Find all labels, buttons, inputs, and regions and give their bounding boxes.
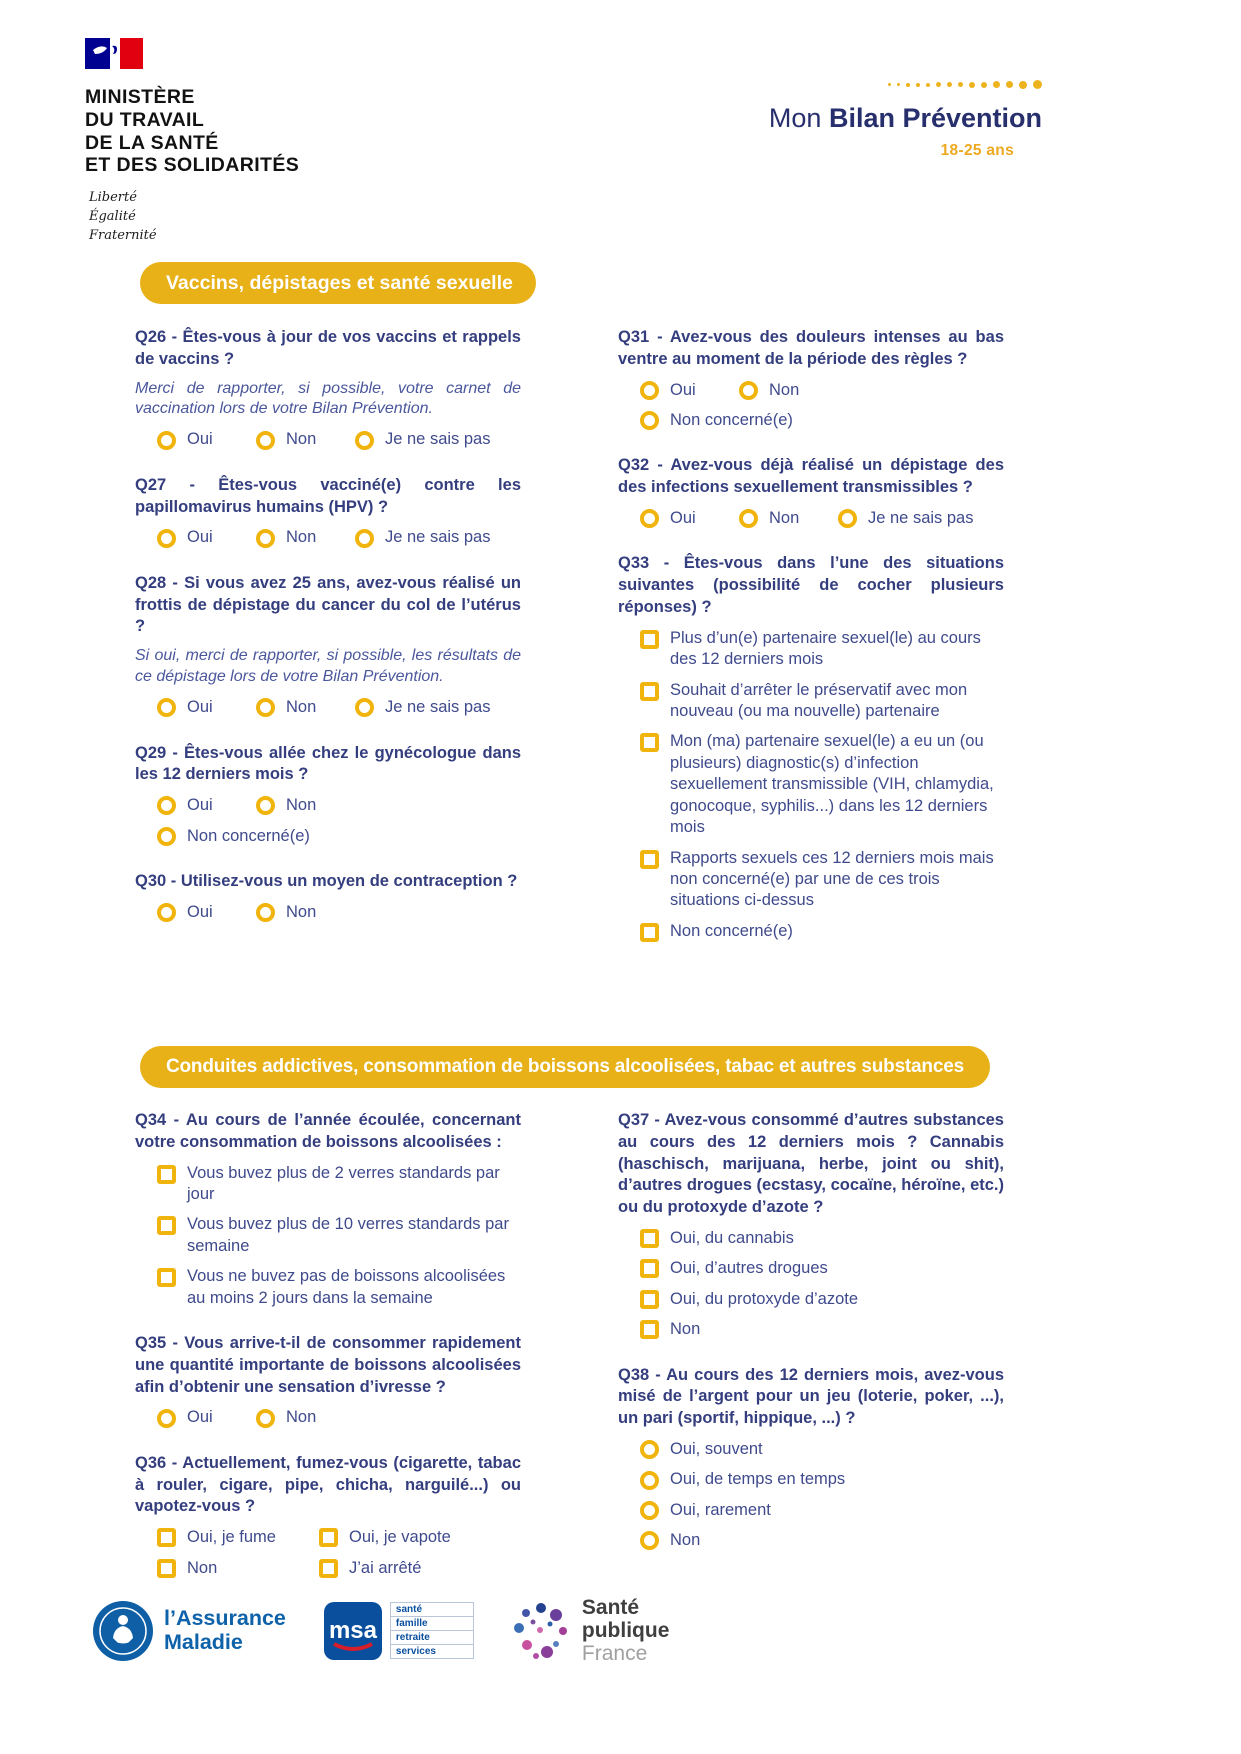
radio-icon[interactable] (739, 381, 758, 400)
checkbox-option-non[interactable] (640, 1319, 1004, 1340)
column-right (618, 1110, 1004, 1603)
radio-option-oui[interactable] (157, 1407, 256, 1428)
checkbox-option-autresdrogues[interactable] (640, 1258, 1004, 1279)
checkbox-option-jefume[interactable] (157, 1527, 319, 1548)
option-label: Oui (187, 430, 213, 449)
radio-option-jenesaispas[interactable] (355, 429, 490, 450)
radio-option-jenesaispas[interactable] (355, 527, 490, 548)
question-label: Q33 - Êtes-vous dans l’une des situations suivantes (possibilité de cocher plusieurs réponses) ? (618, 554, 1004, 616)
question-label: Q29 - Êtes-vous allée chez le gynécologue dans les 12 derniers mois ? (135, 743, 521, 784)
option-label: Oui, je vapote (349, 1528, 451, 1547)
radio-icon[interactable] (640, 1501, 659, 1520)
radio-icon[interactable] (256, 529, 275, 548)
checkbox-icon[interactable] (319, 1528, 338, 1547)
option-label: Plus d’un(e) partenaire sexuel(le) au cours des 12 derniers mois (670, 628, 981, 669)
radio-icon[interactable] (157, 903, 176, 922)
assurance-maladie-icon (92, 1600, 154, 1662)
checkbox-icon[interactable] (640, 630, 659, 649)
radio-option-non[interactable] (256, 902, 316, 923)
option-label: Oui (187, 698, 213, 717)
radio-icon[interactable] (838, 509, 857, 528)
partner-logos-footer (92, 1596, 669, 1665)
radio-option-nonconcerne[interactable] (640, 410, 1004, 431)
assurance-maladie-label: l’Assurance Maladie (164, 1606, 286, 1654)
checkbox-icon[interactable] (640, 733, 659, 752)
checkbox-option[interactable] (640, 731, 1004, 838)
answer-options (135, 1527, 521, 1579)
checkbox-option-cannabis[interactable] (640, 1228, 1004, 1249)
sante-publique-france-label: Santé publique France (581, 1596, 670, 1666)
option-label: Je ne sais pas (385, 528, 491, 547)
question-q28 (135, 573, 521, 719)
radio-icon[interactable] (157, 431, 176, 450)
answer-options (618, 508, 1004, 529)
option-label: Non concerné(e) (670, 410, 793, 429)
radio-icon[interactable] (157, 827, 176, 846)
checkbox-icon[interactable] (640, 1259, 659, 1278)
answer-options (135, 1163, 521, 1310)
column-left (135, 1110, 521, 1603)
option-label: Oui (670, 380, 696, 399)
option-label: Vous ne buvez pas de boissons alcoolisées au moins 2 jours dans la semaine (187, 1267, 506, 1307)
answer-options (618, 380, 1004, 432)
dot-cluster-icon (512, 1600, 570, 1662)
section-header-conduites: Conduites addictives, consommation de boissons alcoolisées, tabac et autres substances (140, 1046, 990, 1088)
radio-option-souvent[interactable] (640, 1439, 1004, 1460)
page-header (85, 38, 1156, 246)
radio-option-jenesaispas[interactable] (838, 508, 973, 529)
radio-icon[interactable] (640, 1440, 659, 1459)
checkbox-option-protoxyde[interactable] (640, 1289, 1004, 1310)
option-label: Oui, de temps en temps (670, 1470, 846, 1489)
radio-option-oui[interactable] (157, 902, 256, 923)
option-label: Non (670, 1320, 701, 1339)
option-label: Non (769, 380, 800, 399)
program-brand (742, 80, 1042, 160)
option-label: Souhait d’arrêter le préservatif avec mon nouveau (ou ma nouvelle) partenaire (670, 680, 968, 720)
option-label: Mon (ma) partenaire sexuel(le) a eu un (ou plusieurs) diagnostic(s) d’infection sexuellement transmissible (VIH, chlamydia, gonocoque, syphilis...) dans les 12 derniers mois (670, 732, 994, 837)
option-label: Non (187, 1558, 218, 1577)
question-label: Q38 - Au cours des 12 derniers mois, avez-vous misé de l’argent pour un jeu (loterie, poker, ...), un pari (sportif, hippique, ...) ? (618, 1365, 1004, 1428)
option-label: Oui, d’autres drogues (670, 1259, 828, 1278)
radio-option-non[interactable] (256, 795, 316, 816)
radio-icon[interactable] (640, 1531, 659, 1550)
checkbox-icon[interactable] (157, 1528, 176, 1547)
question-label: Q37 - Avez-vous consommé d’autres substances au cours des 12 derniers mois ? Cannabis (haschisch, marijuana, herbe, joint ou shit), d’autres drogues (ecstasy, cocaïne, héroïne, etc.) ou du protoxyde d’azote ? (618, 1111, 1004, 1217)
option-label: Oui (187, 528, 213, 547)
radio-icon[interactable] (157, 698, 176, 717)
question-q36 (135, 1453, 521, 1579)
checkbox-icon[interactable] (640, 850, 659, 869)
radio-icon[interactable] (256, 431, 275, 450)
question-q27 (135, 475, 521, 549)
republic-motto: Liberté Égalité Fraternité (89, 190, 157, 243)
answer-options (135, 697, 521, 718)
question-q31 (618, 327, 1004, 431)
radio-icon[interactable] (640, 1471, 659, 1490)
msa-icon (324, 1602, 382, 1660)
option-label: Non concerné(e) (670, 921, 793, 940)
question-note: Merci de rapporter, si possible, votre carnet de vaccination lors de votre Bilan Prévention. (135, 379, 521, 417)
radio-icon[interactable] (157, 796, 176, 815)
question-label: Q36 - Actuellement, fumez-vous (cigarette, tabac à rouler, cigare, pipe, chicha, narguilé...) ou vapotez-vous ? (135, 1453, 521, 1516)
radio-icon[interactable] (157, 1409, 176, 1428)
option-label: Non (670, 1531, 701, 1550)
question-label: Q35 - Vous arrive-t-il de consommer rapidement une quantité importante de boissons alcoolisées afin d’obtenir une sensation d’ivresse ? (135, 1334, 521, 1396)
option-label: Oui, souvent (670, 1439, 763, 1458)
answer-options (135, 429, 521, 450)
radio-icon[interactable] (640, 509, 659, 528)
radio-icon[interactable] (355, 698, 374, 717)
option-label: Oui, du protoxyde d’azote (670, 1289, 859, 1308)
checkbox-option-non[interactable] (157, 1558, 319, 1579)
ministry-name: MINISTÈRE DU TRAVAIL DE LA SANTÉ ET DES SOLIDARITÉS (85, 86, 300, 177)
checkbox-icon[interactable] (640, 1290, 659, 1309)
answer-options (135, 527, 521, 548)
question-q33 (618, 553, 1004, 942)
option-label: Vous buvez plus de 2 verres standards par jour (187, 1163, 500, 1203)
checkbox-icon[interactable] (640, 1320, 659, 1339)
checkbox-option[interactable] (640, 848, 1004, 912)
question-q26 (135, 327, 521, 451)
answer-options (135, 902, 521, 923)
question-q29 (135, 743, 521, 847)
option-label: Rapports sexuels ces 12 derniers mois mais non concerné(e) par une de ces trois situations ci-dessus (670, 848, 994, 910)
dotted-line-decoration (742, 80, 1042, 89)
question-label: Q34 - Au cours de l’année écoulée, concernant votre consommation de boissons alcoolisées : (135, 1111, 521, 1151)
checkbox-option[interactable] (157, 1266, 521, 1309)
radio-option-non[interactable] (739, 380, 799, 401)
option-label: Non (286, 1408, 317, 1427)
radio-option-detempsentemps[interactable] (640, 1469, 1004, 1490)
radio-option-oui[interactable] (157, 697, 256, 718)
answer-options (618, 628, 1004, 943)
checkbox-option-jaiarrete[interactable] (319, 1558, 521, 1579)
option-label: Oui, rarement (670, 1500, 771, 1519)
radio-option-oui[interactable] (157, 429, 256, 450)
msa-services-labels: santé famille retraite services (390, 1602, 474, 1659)
french-flag-icon (85, 38, 143, 69)
radio-option-non[interactable] (739, 508, 838, 529)
option-label: J’ai arrêté (349, 1558, 422, 1577)
checkbox-icon[interactable] (640, 682, 659, 701)
question-label: Q28 - Si vous avez 25 ans, avez-vous réalisé un frottis de dépistage du cancer du col de l’utérus ? (135, 573, 521, 636)
option-label: Oui (670, 508, 696, 527)
radio-option-non[interactable] (640, 1530, 1004, 1551)
option-label: Non (769, 508, 800, 527)
question-q37 (618, 1110, 1004, 1341)
option-label: Non (286, 796, 317, 815)
radio-icon[interactable] (739, 509, 758, 528)
radio-icon[interactable] (640, 411, 659, 430)
option-label: Non (286, 430, 317, 449)
option-label: Je ne sais pas (385, 430, 491, 449)
section-conduites-content (135, 1110, 1004, 1603)
checkbox-icon[interactable] (157, 1165, 176, 1184)
question-q38 (618, 1365, 1004, 1552)
radio-option-oui[interactable] (640, 380, 739, 401)
question-q30 (135, 871, 521, 923)
checkbox-option[interactable] (157, 1214, 521, 1257)
radio-option-jenesaispas[interactable] (355, 697, 490, 718)
column-right (618, 327, 1004, 966)
checkbox-icon[interactable] (640, 1229, 659, 1248)
option-label: Vous buvez plus de 10 verres standards par semaine (187, 1215, 509, 1255)
sante-publique-france-logo (512, 1596, 670, 1665)
checkbox-option[interactable] (640, 680, 1004, 723)
radio-icon[interactable] (256, 1409, 275, 1428)
question-label: Q27 - Êtes-vous vacciné(e) contre les papillomavirus humains (HPV) ? (135, 475, 521, 516)
checkbox-icon[interactable] (319, 1559, 338, 1578)
answer-options (618, 1439, 1004, 1552)
section-header-vaccins: Vaccins, dépistages et santé sexuelle (140, 262, 536, 304)
radio-option-non[interactable] (256, 697, 355, 718)
checkbox-icon[interactable] (157, 1216, 176, 1235)
radio-option-non[interactable] (256, 527, 355, 548)
radio-icon[interactable] (355, 529, 374, 548)
option-label: Non (286, 528, 317, 547)
answer-options (135, 1407, 521, 1428)
svg-text:msa: msa (328, 1616, 377, 1644)
question-note: Si oui, merci de rapporter, si possible, les résultats de ce dépistage lors de votre Bilan Prévention. (135, 647, 521, 685)
option-label: Oui, du cannabis (670, 1228, 794, 1247)
radio-option-oui[interactable] (157, 527, 256, 548)
question-label: Q26 - Êtes-vous à jour de vos vaccins et rappels de vaccins ? (135, 328, 521, 368)
assurance-maladie-logo (92, 1600, 286, 1662)
radio-option-oui[interactable] (157, 795, 256, 816)
question-q34 (135, 1110, 521, 1309)
option-label: Oui, je fume (187, 1528, 276, 1547)
checkbox-option[interactable] (640, 921, 1004, 942)
checkbox-icon[interactable] (640, 923, 659, 942)
radio-icon[interactable] (355, 431, 374, 450)
question-label: Q32 - Avez-vous déjà réalisé un dépistage des des infections sexuellement transmissibles ? (618, 456, 1004, 497)
radio-option-non[interactable] (256, 1407, 316, 1428)
option-label: Non (286, 698, 317, 717)
option-label: Non concerné(e) (187, 826, 310, 845)
checkbox-icon[interactable] (157, 1559, 176, 1578)
checkbox-icon[interactable] (157, 1268, 176, 1287)
option-label: Oui (187, 796, 213, 815)
checkbox-option[interactable] (157, 1163, 521, 1206)
radio-option-rarement[interactable] (640, 1500, 1004, 1521)
radio-icon[interactable] (640, 381, 659, 400)
option-label: Oui (187, 1408, 213, 1427)
radio-icon[interactable] (256, 903, 275, 922)
radio-option-non[interactable] (256, 429, 355, 450)
option-label: Je ne sais pas (385, 698, 491, 717)
radio-icon[interactable] (256, 698, 275, 717)
checkbox-option-jevapote[interactable] (319, 1527, 521, 1548)
question-q35 (135, 1333, 521, 1429)
option-label: Non (286, 902, 317, 921)
answer-options (135, 795, 521, 847)
option-label: Oui (187, 902, 213, 921)
question-q32 (618, 455, 1004, 529)
column-left (135, 327, 521, 966)
radio-icon[interactable] (256, 796, 275, 815)
age-range-badge: 18-25 ans (940, 142, 1014, 159)
section-vaccins-content (135, 327, 1004, 966)
option-label: Je ne sais pas (868, 508, 974, 527)
radio-icon[interactable] (157, 529, 176, 548)
question-label: Q31 - Avez-vous des douleurs intenses au bas ventre au moment de la période des règles ? (618, 328, 1004, 368)
program-title: Mon Bilan Prévention (768, 103, 1042, 133)
radio-option-oui[interactable] (640, 508, 739, 529)
checkbox-option[interactable] (640, 628, 1004, 671)
radio-option-nonconcerne[interactable] (157, 826, 521, 847)
question-label: Q30 - Utilisez-vous un moyen de contraception ? (135, 871, 518, 890)
answer-options (618, 1228, 1004, 1341)
msa-logo (324, 1602, 474, 1660)
